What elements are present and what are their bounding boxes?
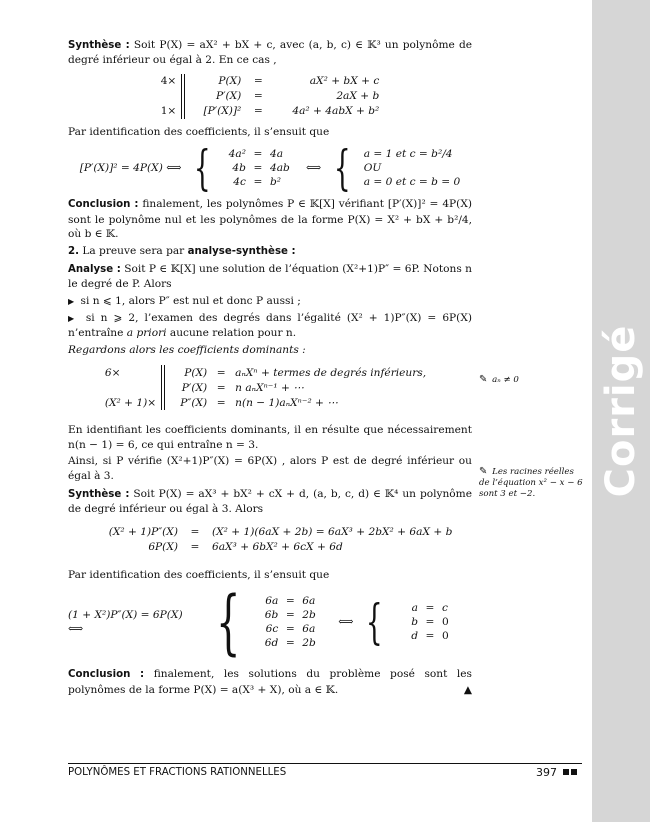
margin-note-1: [479, 374, 583, 386]
sys-rel: =: [285, 608, 295, 621]
eq1-rows: [185, 74, 379, 119]
sys-rel: =: [253, 148, 263, 161]
sys-lhs: 4c: [233, 176, 246, 189]
system-row: a = 0 et c = b = 0: [363, 176, 461, 189]
system-2-lhs: (1 + X²)P″(X) = 6P(X) ⟺: [68, 608, 183, 636]
footer-page: [536, 766, 577, 779]
bullet-2-italic: a priori: [126, 327, 167, 340]
conclusion-1-head: Conclusion :: [68, 199, 139, 211]
sys-rhs: 4ab: [269, 162, 290, 175]
side-tab-label: Corrigé: [598, 324, 644, 498]
spacer: [68, 660, 472, 667]
sys-lhs: 4b: [232, 162, 246, 175]
spacer: [68, 416, 472, 423]
eq1-labels: [161, 74, 180, 119]
part-2-text: La preuve sera par: [82, 245, 185, 258]
sys-lhs: 4a²: [228, 148, 246, 161]
analyse-head: Analyse :: [68, 263, 121, 275]
eq-rhs: n aₙXⁿ⁻¹ + ⋯: [235, 381, 304, 394]
system-row: [256, 594, 332, 608]
eq1-row: [189, 89, 379, 104]
system-2b-rows: [396, 601, 472, 643]
eq-rel: =: [190, 541, 200, 554]
system-row: [256, 608, 332, 622]
eq2-label: [105, 380, 156, 395]
left-brace: {: [215, 581, 241, 664]
system-row: [396, 601, 472, 615]
eq-rhs: aX² + bX + c: [309, 75, 380, 88]
synthese-1: [68, 38, 472, 68]
result-1: En identifiant les coefficients dominants, il en résulte que nécessairement n(n − 1) = 6, ce qui entraîne n = 3.: [68, 424, 472, 451]
sys-rel: =: [253, 176, 263, 189]
eq-lhs: P(X): [184, 366, 208, 379]
analyse-text: Soit P ∈ 𝕂[X] une solution de l’équation (X²+1)P″ = 6P. Notons n le degré de P. Alors: [68, 262, 472, 291]
iff-symbol: ⟺: [338, 615, 354, 628]
eq-rhs: (X² + 1)(6aX + 2b) = 6aX³ + 2bX² + 6aX + b: [212, 526, 453, 539]
eq-rhs: n(n − 1)aₙXⁿ⁻² + ⋯: [235, 396, 338, 409]
sys-rhs: 2b: [302, 636, 316, 649]
system-1-rows: [224, 147, 300, 189]
bullet-1: [68, 294, 472, 309]
system-2: [68, 581, 472, 664]
eq-lhs: (X² + 1)P″(X): [108, 526, 178, 539]
bullet-2-text: si n ⩾ 2, l’examen des degrés dans l’égalité (X² + 1)P″(X) = 6P(X) n’entraîne: [68, 312, 472, 340]
eq2-row: [169, 380, 435, 395]
margin-note-2: [479, 466, 583, 500]
eq1-label: [161, 89, 177, 104]
identification-1: Par identification des coefficients, il s’ensuit que: [68, 125, 330, 138]
system-1b-rows: [364, 147, 461, 189]
bullet-2: [68, 311, 472, 341]
sys-rhs: 0: [442, 629, 449, 642]
pencil-icon: ✎: [479, 374, 488, 385]
eq-lhs: P′(X): [215, 90, 242, 103]
sys-rel: =: [425, 615, 435, 628]
sys-lhs: b: [411, 615, 418, 628]
left-brace: {: [334, 140, 351, 197]
eq2-label: (X² + 1)×: [104, 396, 157, 409]
main-content: [68, 38, 472, 699]
sys-rel: =: [425, 629, 435, 642]
eq-rel: =: [253, 105, 263, 118]
system-row: OU: [363, 162, 382, 175]
eq-lhs: 6P(X): [148, 541, 178, 554]
analyse: [68, 262, 472, 292]
bullet-icon: ▶: [68, 296, 75, 306]
square-icon: [571, 769, 577, 775]
iff-symbol: ⟺: [305, 162, 322, 175]
eq-rel: =: [216, 396, 226, 409]
eq2-row: [169, 365, 435, 380]
eq-rhs: 6aX³ + 6bX² + 6cX + 6d: [212, 541, 343, 554]
eq-rel: =: [253, 90, 263, 103]
system-2-rows: [256, 594, 332, 650]
part-2: [68, 244, 472, 259]
sys-rhs: 6a: [302, 622, 316, 635]
sys-rhs: 2b: [302, 608, 316, 621]
bullet-2-end: aucune relation pour n.: [169, 327, 297, 340]
eq1-label: 1×: [160, 105, 177, 118]
sys-rhs: 6a: [302, 594, 316, 607]
system-row: [224, 161, 300, 175]
synthese-1-text: Soit P(X) = aX² + bX + c, avec (a, b, c) ∈ 𝕂³ un polynôme de degré inférieur ou égal à 2. En ce cas ,: [68, 39, 473, 67]
sys-lhs: 6d: [264, 636, 279, 649]
eq-lhs: P(X): [218, 75, 242, 88]
left-brace: {: [194, 140, 212, 197]
synthese-2-text: Soit P(X) = aX³ + bX² + cX + d, (a, b, c, d) ∈ 𝕂⁴ un polynôme de degré inférieur ou égal à 3. Alors: [68, 487, 472, 516]
eq-lhs: P′(X): [181, 381, 208, 394]
sys-rel: =: [285, 594, 295, 607]
square-icon: [563, 769, 569, 775]
eq-lhs: P″(X): [180, 396, 208, 409]
system-row: [396, 615, 472, 629]
conclusion-2-head: Conclusion :: [68, 669, 145, 681]
footer-title: POLYNÔMES ET FRACTIONS RATIONNELLES: [68, 767, 287, 778]
conclusion-1-text: finalement, les polynômes P ∈ 𝕂[X] vérifiant [P′(X)]² = 4P(X) sont le polynôme nul et les polynômes de la forme P(X) = X² + bX + b²/4, où b ∈ 𝕂.: [68, 198, 472, 241]
eq-rhs: 4a² + 4abX + b²: [292, 105, 380, 118]
sys-rhs: b²: [269, 176, 281, 189]
sys-lhs: 6c: [265, 622, 279, 635]
margin-note-1-text: aₙ ≠ 0: [492, 375, 519, 385]
synthese-2: [68, 487, 472, 517]
footer-rule: [68, 763, 582, 764]
system-1-lhs: [P′(X)]² = 4P(X) ⟺: [79, 162, 182, 175]
sys-lhs: a: [411, 601, 418, 614]
part-2-number: 2.: [68, 246, 79, 258]
system-1: [68, 140, 472, 197]
conclusion-2-text: finalement, les solutions du problème posé sont les polynômes de la forme P(X) = a(X³ + X), où a ∈ 𝕂.: [68, 668, 472, 696]
equation-array-3: [68, 525, 472, 555]
identification-2: Par identification des coefficients, il s’ensuit que: [68, 568, 330, 581]
eq3-row: [90, 540, 472, 555]
eq-rhs: aₙXⁿ + termes de degrés inférieurs,: [235, 366, 427, 379]
eq-rel: =: [216, 381, 226, 394]
eq2-rows: [165, 365, 435, 410]
lead-dominants: Regardons alors les coefficients dominants :: [68, 343, 306, 356]
part-2-bold: analyse-synthèse :: [187, 246, 296, 258]
sys-lhs: 6b: [264, 608, 279, 621]
eq-rel: =: [216, 366, 226, 379]
page-number: 397: [536, 766, 557, 779]
equation-array-2: [68, 365, 472, 410]
sys-rel: =: [285, 622, 295, 635]
eq1-row: [189, 74, 379, 89]
sys-rel: =: [253, 162, 263, 175]
end-of-proof-icon: ▲: [463, 683, 472, 696]
eq2-labels: [105, 365, 159, 410]
eq1-bar: [181, 74, 182, 119]
conclusion-1: [68, 197, 472, 241]
sys-rhs: 0: [442, 615, 449, 628]
eq3-rows: [86, 525, 472, 555]
bullet-icon: ▶: [68, 314, 77, 324]
pencil-icon: ✎: [479, 466, 488, 477]
system-row: [256, 636, 332, 650]
system-row: [396, 629, 472, 643]
eq-rel: =: [190, 526, 200, 539]
system-row: [224, 175, 300, 189]
eq-rel: =: [253, 75, 263, 88]
eq-rhs: 2aX + b: [336, 90, 380, 103]
synthese-2-head: Synthèse :: [68, 488, 130, 500]
equation-array-1: [68, 74, 472, 119]
bullet-1-text: si n ⩽ 1, alors P″ est nul et donc P aussi ;: [80, 294, 301, 307]
sys-rhs: 4a: [269, 148, 284, 161]
sys-rel: =: [285, 636, 295, 649]
spacer: [68, 561, 472, 568]
sys-lhs: d: [411, 629, 418, 642]
eq2-row: [169, 395, 435, 410]
sys-rel: =: [425, 601, 435, 614]
system-row: a = 1 et c = b²/4: [363, 148, 453, 161]
synthese-1-head: Synthèse :: [68, 40, 130, 51]
sys-lhs: 6a: [265, 594, 279, 607]
eq1-row: [189, 104, 379, 119]
eq1-label: 4×: [160, 75, 177, 88]
system-row: [224, 147, 300, 161]
eq2-label: 6×: [104, 366, 121, 379]
margin-note-2-text: Les racines réelles de l’équation x² − x − 6 sont 3 et −2.: [479, 467, 583, 499]
left-brace: {: [366, 594, 384, 651]
system-row: [256, 622, 332, 636]
conclusion-2: [68, 667, 472, 697]
eq3-row: [90, 525, 472, 540]
result-2: Ainsi, si P vérifie (X²+1)P″(X) = 6P(X) , alors P est de degré inférieur ou égal à 3.: [68, 455, 472, 482]
eq2-bar: [161, 365, 162, 410]
sys-rhs: c: [442, 601, 448, 614]
eq-lhs: [P′(X)]²: [203, 105, 242, 118]
